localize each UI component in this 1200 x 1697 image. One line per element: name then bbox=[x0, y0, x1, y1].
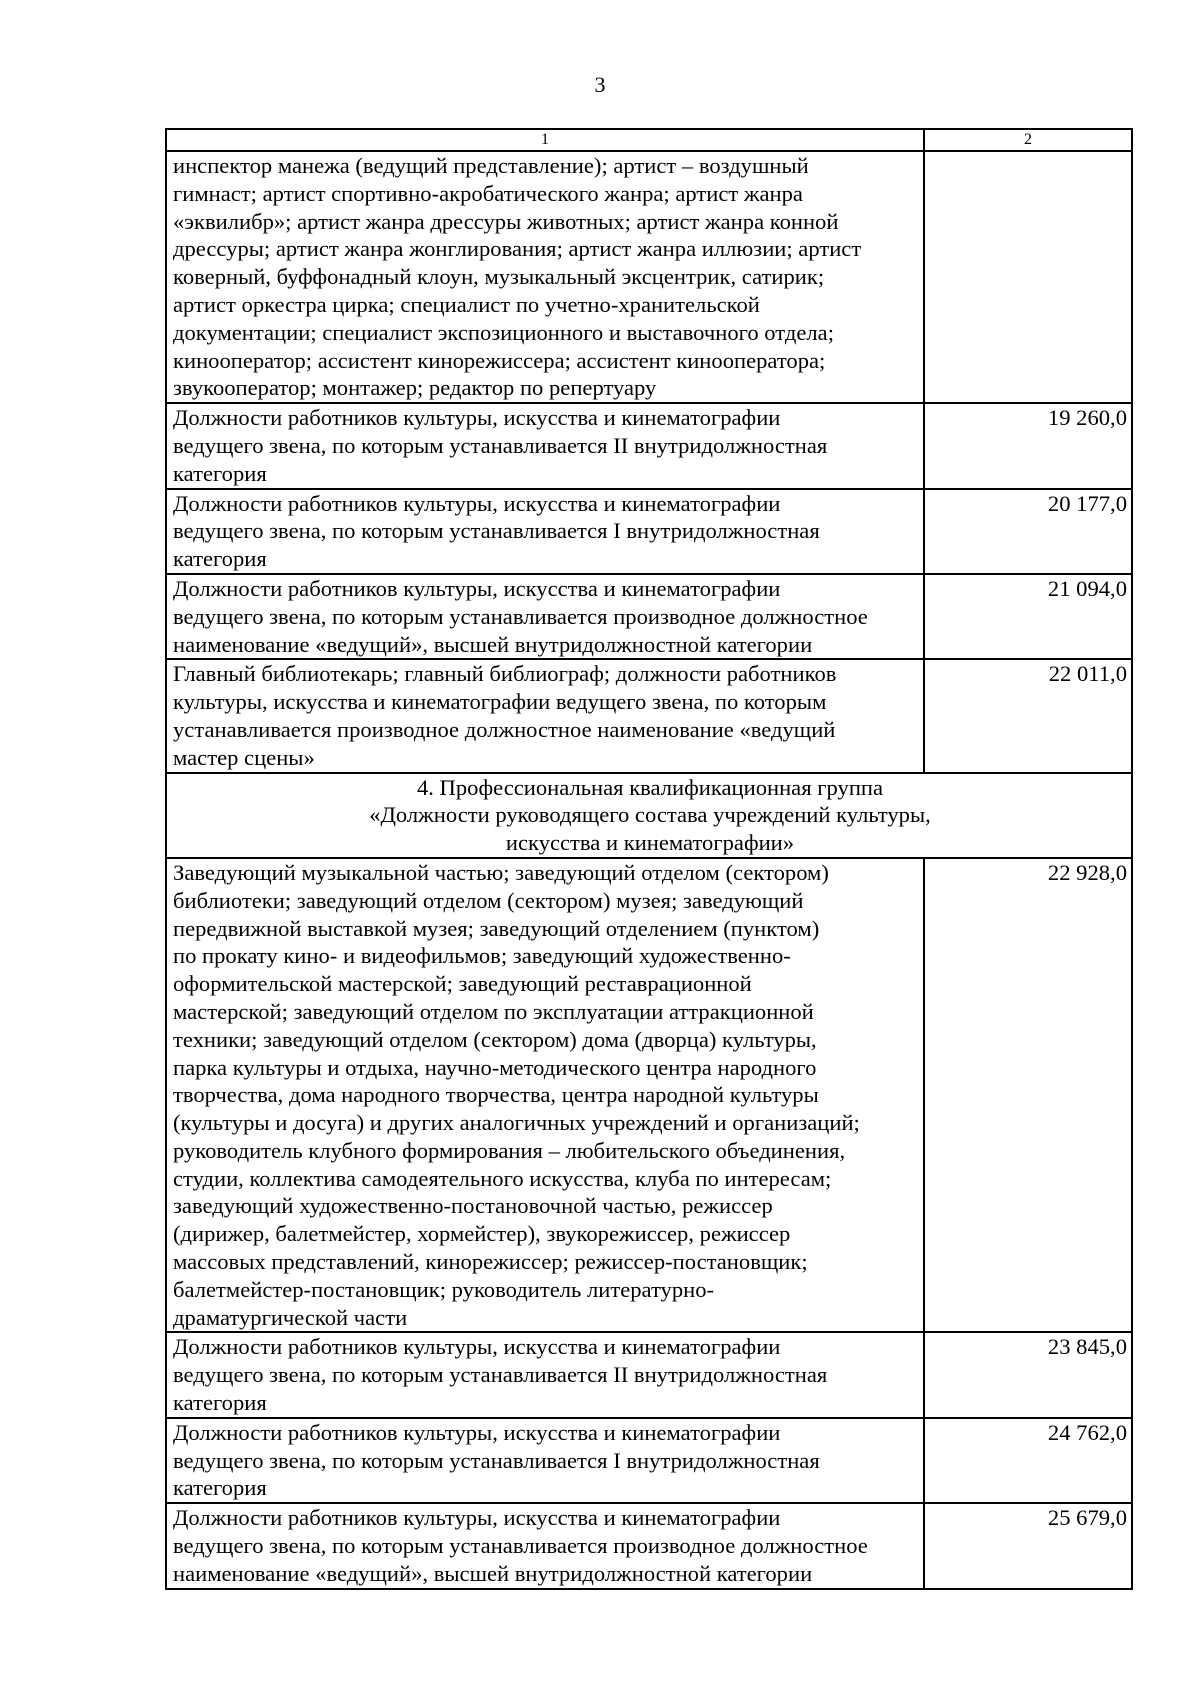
description-line: Заведующий музыкальной частью; заведующий отделом (сектором) bbox=[173, 859, 829, 885]
description-line: оформительской мастерской; заведующий реставрационной bbox=[173, 971, 752, 997]
description-line: Должности работников культуры, искусства и кинематографии bbox=[173, 1334, 781, 1360]
description-line: документации; специалист экспозиционного и выставочного отдела; bbox=[173, 319, 834, 345]
description-line: коверный, буффонадный клоун, музыкальный эксцентрик, сатирик; bbox=[173, 264, 825, 290]
description-line: кинооператор; ассистент кинорежиссера; ассистент кинооператора; bbox=[173, 347, 826, 373]
group-heading-line: «Должности руководящего состава учреждений культуры, bbox=[369, 802, 931, 828]
description-line: категория bbox=[173, 460, 267, 486]
description-line: по прокату кино- и видеофильмов; заведующий художественно- bbox=[173, 943, 791, 969]
salary-amount-cell: 24 762,0 bbox=[924, 1418, 1132, 1503]
position-description-cell bbox=[166, 489, 924, 574]
position-description-cell bbox=[166, 858, 924, 1333]
description-line: культуры, искусства и кинематографии ведущего звена, по которым bbox=[173, 689, 827, 715]
table-row bbox=[166, 151, 1132, 403]
salary-amount-cell: 21 094,0 bbox=[924, 574, 1132, 659]
table-row bbox=[166, 403, 1132, 488]
description-line: категория bbox=[173, 546, 267, 572]
description-line: библиотеки; заведующий отделом (сектором) музея; заведующий bbox=[173, 887, 804, 913]
page-number: 3 bbox=[594, 72, 606, 97]
description-line: ведущего звена, по которым устанавливается производное должностное bbox=[173, 1533, 868, 1559]
description-line: категория bbox=[173, 1475, 267, 1501]
description-line: (культуры и досуга) и других аналогичных учреждений и организаций; bbox=[173, 1110, 860, 1136]
position-description-cell bbox=[166, 659, 924, 772]
group-heading bbox=[166, 773, 1132, 858]
table-row bbox=[166, 858, 1132, 1333]
description-line: наименование «ведущий», высшей внутридолжностной категории bbox=[173, 1560, 813, 1586]
description-line: артист оркестра цирка; специалист по учетно-хранительской bbox=[173, 291, 760, 317]
description-line: Должности работников культуры, искусства и кинематографии bbox=[173, 405, 781, 431]
description-line: ведущего звена, по которым устанавливается I внутридолжностная bbox=[173, 1447, 820, 1473]
description-line: (дирижер, балетмейстер, хормейстер), звукорежиссер, режиссер bbox=[173, 1221, 791, 1247]
position-description-cell bbox=[166, 151, 924, 403]
salary-amount-cell: 25 679,0 bbox=[924, 1503, 1132, 1588]
description-line: техники; заведующий отделом (сектором) дома (дворца) культуры, bbox=[173, 1026, 817, 1052]
salary-amount-cell: 22 928,0 bbox=[924, 858, 1132, 1333]
table-row bbox=[166, 1418, 1132, 1503]
description-line: Должности работников культуры, искусства и кинематографии bbox=[173, 490, 781, 516]
description-line: передвижной выставкой музея; заведующий отделением (пунктом) bbox=[173, 915, 820, 941]
position-description-cell bbox=[166, 1418, 924, 1503]
description-line: ведущего звена, по которым устанавливается производное должностное bbox=[173, 603, 868, 629]
salary-table bbox=[165, 128, 1133, 1590]
description-line: «эквилибр»; артист жанра дрессуры животных; артист жанра конной bbox=[173, 208, 839, 234]
column-1-header: 1 bbox=[166, 129, 924, 151]
description-line: мастерской; заведующий отделом по эксплуатации аттракционной bbox=[173, 998, 814, 1024]
description-line: студии, коллектива самодеятельного искусства, клуба по интересам; bbox=[173, 1165, 832, 1191]
table-row bbox=[166, 1332, 1132, 1417]
description-line: звукооператор; монтажер; редактор по репертуару bbox=[173, 375, 657, 401]
description-line: устанавливается производное должностное наименование «ведущий bbox=[173, 716, 836, 742]
description-line: балетмейстер-постановщик; руководитель литературно- bbox=[173, 1276, 715, 1302]
description-line: гимнаст; артист спортивно-акробатического жанра; артист жанра bbox=[173, 180, 803, 206]
position-description-cell bbox=[166, 1503, 924, 1588]
description-line: ведущего звена, по которым устанавливается I внутридолжностная bbox=[173, 518, 820, 544]
description-line: наименование «ведущий», высшей внутридолжностной категории bbox=[173, 631, 813, 657]
description-line: массовых представлений, кинорежиссер; режиссер-постановщик; bbox=[173, 1249, 808, 1275]
table-row bbox=[166, 1503, 1132, 1588]
salary-amount-cell bbox=[924, 151, 1132, 403]
group-heading-line: 4. Профессиональная квалификационная группа bbox=[416, 774, 884, 800]
description-line: категория bbox=[173, 1390, 267, 1416]
position-description-cell bbox=[166, 574, 924, 659]
description-line: Должности работников культуры, искусства и кинематографии bbox=[173, 575, 781, 601]
description-line: драматургической части bbox=[173, 1304, 408, 1330]
table-row bbox=[166, 574, 1132, 659]
description-line: ведущего звена, по которым устанавливается II внутридолжностная bbox=[173, 432, 828, 458]
description-line: ведущего звена, по которым устанавливается II внутридолжностная bbox=[173, 1362, 828, 1388]
column-2-header: 2 bbox=[924, 129, 1132, 151]
salary-amount-cell: 20 177,0 bbox=[924, 489, 1132, 574]
description-line: заведующий художественно-постановочной частью, режиссер bbox=[173, 1193, 773, 1219]
description-line: мастер сцены» bbox=[173, 744, 315, 770]
description-line: Должности работников культуры, искусства и кинематографии bbox=[173, 1505, 781, 1531]
description-line: Должности работников культуры, искусства и кинематографии bbox=[173, 1419, 781, 1445]
description-line: творчества, дома народного творчества, центра народной культуры bbox=[173, 1082, 819, 1108]
group-heading-line: искусства и кинематографии» bbox=[505, 830, 795, 856]
salary-amount-cell: 19 260,0 bbox=[924, 403, 1132, 488]
description-line: дрессуры; артист жанра жонглирования; артист жанра иллюзии; артист bbox=[173, 236, 862, 262]
group-heading-row bbox=[166, 773, 1132, 858]
description-line: руководитель клубного формирования – любительского объединения, bbox=[173, 1137, 846, 1163]
salary-amount-cell: 22 011,0 bbox=[924, 659, 1132, 772]
description-line: инспектор манежа (ведущий представление); артист – воздушный bbox=[173, 153, 809, 178]
table-header-row bbox=[166, 129, 1132, 151]
table-row bbox=[166, 489, 1132, 574]
description-line: парка культуры и отдыха, научно-методического центра народного bbox=[173, 1054, 817, 1080]
salary-amount-cell: 23 845,0 bbox=[924, 1332, 1132, 1417]
position-description-cell bbox=[166, 1332, 924, 1417]
table-row bbox=[166, 659, 1132, 772]
position-description-cell bbox=[166, 403, 924, 488]
description-line: Главный библиотекарь; главный библиограф; должности работников bbox=[173, 661, 837, 687]
